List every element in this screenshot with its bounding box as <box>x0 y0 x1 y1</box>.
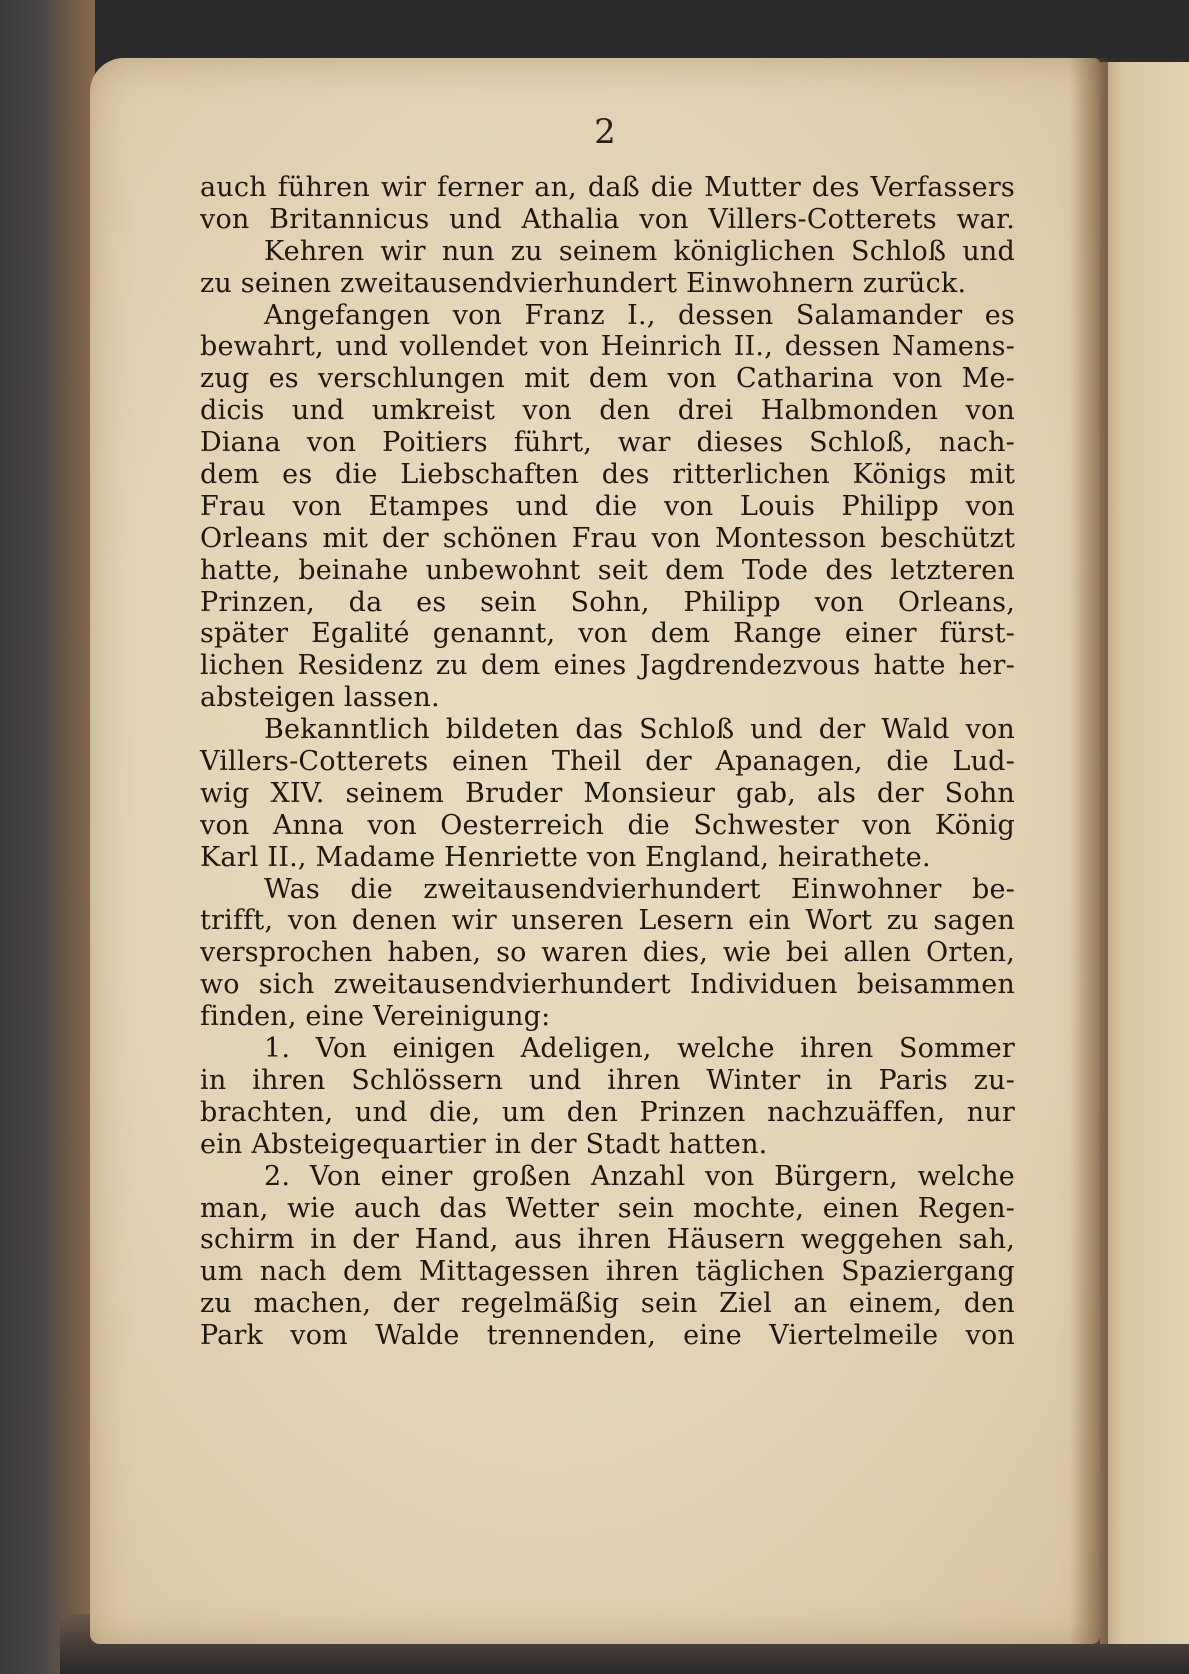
text-line: in ihren Schlössern und ihren Winter in Paris zu- <box>200 1064 1015 1096</box>
text-line: trifft, von denen wir unseren Lesern ein Wort zu sagen <box>200 905 1015 937</box>
text-line: Karl II., Madame Henriette von England, heirathete. <box>200 841 931 873</box>
text-line: Orleans mit der schönen Frau von Montesson beschützt <box>200 522 1015 554</box>
text-line: bewahrt, und vollendet von Heinrich II., dessen Namens- <box>200 331 1015 363</box>
facing-page-edge <box>1100 62 1189 1644</box>
text-line: brachten, und die, um den Prinzen nachzuäffen, nur <box>200 1096 1015 1128</box>
text-line: Kehren wir nun zu seinem königlichen Schloß und <box>264 235 1015 267</box>
text-line: Was die zweitausendvierhundert Einwohner be- <box>264 873 1015 905</box>
text-line: 2. Von einer großen Anzahl von Bürgern, welche <box>264 1160 1015 1192</box>
text-line: lichen Residenz zu dem eines Jagdrendezvous hatte her- <box>200 650 1015 682</box>
text-line: zu machen, der regelmäßig sein Ziel an einem, den <box>200 1288 1015 1320</box>
text-line: von Britannicus und Athalia von Villers-Cotterets war. <box>200 203 1015 235</box>
text-line: Villers-Cotterets einen Theil der Apanagen, die Lud- <box>200 746 1015 778</box>
text-line: wig XIV. seinem Bruder Monsieur gab, als der Sohn <box>200 777 1015 809</box>
text-line: Diana von Poitiers führt, war dieses Schloß, nach- <box>200 427 1015 459</box>
page-number: 2 <box>594 112 616 152</box>
page-gutter-shadow <box>1070 58 1108 1644</box>
text-line: auch führen wir ferner an, daß die Mutter des Verfassers <box>200 172 1015 203</box>
text-line: von Anna von Oesterreich die Schwester von König <box>200 809 1015 841</box>
text-line: zug es verschlungen mit dem von Catharina von Me- <box>200 363 1015 395</box>
text-line: Bekanntlich bildeten das Schloß und der Wald von <box>264 714 1015 746</box>
text-line: Frau von Etampes und die von Louis Philipp von <box>200 490 1015 522</box>
body-text <box>200 172 1015 1352</box>
text-line: finden, eine Vereinigung: <box>200 1001 551 1033</box>
text-line: zu seinen zweitausendvierhundert Einwohnern zurück. <box>200 267 967 299</box>
text-line: absteigen lassen. <box>200 682 440 714</box>
text-line: 1. Von einigen Adeligen, welche ihren Sommer <box>264 1033 1015 1065</box>
book-cover-edge-left <box>0 0 95 1674</box>
text-line: Angefangen von Franz I., dessen Salamander es <box>264 299 1015 331</box>
text-line: man, wie auch das Wetter sein mochte, einen Regen- <box>200 1192 1015 1224</box>
text-line: Park vom Walde trennenden, eine Viertelmeile von <box>200 1320 1015 1352</box>
text-line: dicis und umkreist von den drei Halbmonden von <box>200 395 1015 427</box>
text-line: schirm in der Hand, aus ihren Häusern weggehen sah, <box>200 1224 1015 1256</box>
text-line: dem es die Liebschaften des ritterlichen Königs mit <box>200 459 1015 491</box>
text-line: hatte, beinahe unbewohnt seit dem Tode des letzteren <box>200 554 1015 586</box>
text-line: um nach dem Mittagessen ihren täglichen Spaziergang <box>200 1256 1015 1288</box>
text-line: versprochen haben, so waren dies, wie bei allen Orten, <box>200 937 1015 969</box>
text-line: später Egalité genannt, von dem Range einer fürst- <box>200 618 1015 650</box>
text-line: Prinzen, da es sein Sohn, Philipp von Orleans, <box>200 586 1015 618</box>
text-line: wo sich zweitausendvierhundert Individuen beisammen <box>200 969 1015 1001</box>
text-line: ein Absteigequartier in der Stadt hatten. <box>200 1128 768 1160</box>
